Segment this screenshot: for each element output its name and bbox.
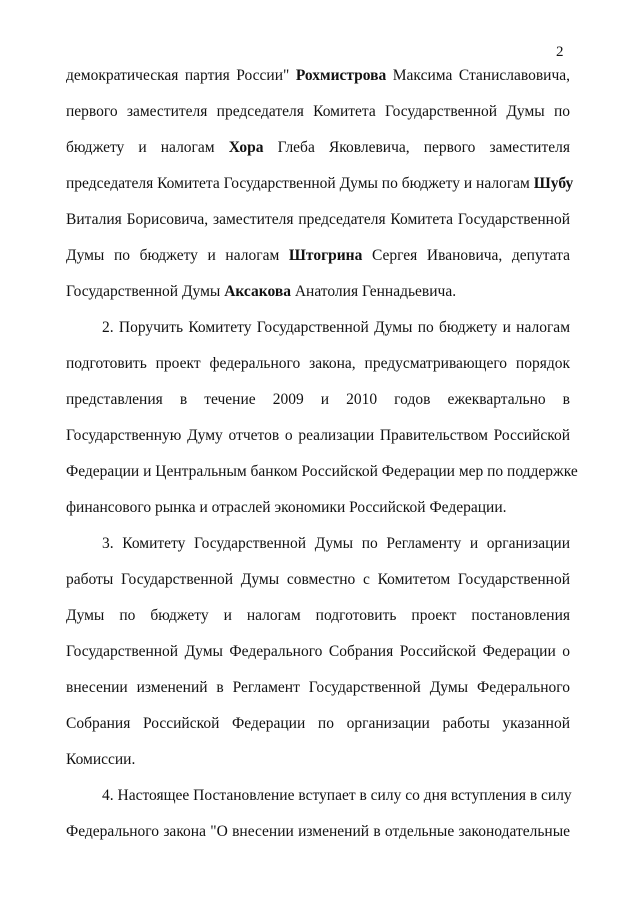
text-line: Собрания Российской Федерации по организации работы указанной xyxy=(66,715,570,732)
text-line: Федерального закона "О внесении изменений в отдельные законодательные xyxy=(66,823,570,840)
text-line: внесении изменений в Регламент Государственной Думы Федерального xyxy=(66,679,570,696)
text-line: Виталия Борисовича, заместителя председателя Комитета Государственной xyxy=(66,211,570,228)
bold-name: Штогрина xyxy=(288,247,363,264)
text-line: представления в течение 2009 и 2010 годов ежеквартально в xyxy=(66,391,570,408)
text-line: Комиссии. xyxy=(66,751,136,768)
page-number: 2 xyxy=(556,44,564,60)
bold-name: Аксакова xyxy=(224,283,291,300)
paragraph-3-first-line: 3. Комитету Государственной Думы по Регламенту и организации xyxy=(102,535,570,552)
paragraph-2-first-line: 2. Поручить Комитету Государственной Думы по бюджету и налогам xyxy=(102,319,570,336)
bold-name: Шубу xyxy=(533,175,574,192)
text-line: Федерации и Центральным банком Российской Федерации мер по поддержке xyxy=(66,463,578,480)
text-line: Государственную Думу отчетов о реализации Правительством Российской xyxy=(66,427,570,444)
text-line: демократическая партия России" Рохмистрова Максима Станиславовича, xyxy=(66,67,571,84)
text-line: Государственной Думы Аксакова Анатолия Геннадьевича. xyxy=(66,283,457,300)
text-line: бюджету и налогам Хора Глеба Яковлевича, первого заместителя xyxy=(66,139,570,156)
text-line: подготовить проект федерального закона, предусматривающего порядок xyxy=(66,355,570,372)
paragraph-4-first-line: 4. Настоящее Постановление вступает в силу со дня вступления в силу xyxy=(102,787,572,804)
text-line: председателя Комитета Государственной Думы по бюджету и налогам Шубу xyxy=(66,175,574,192)
text-line: первого заместителя председателя Комитета Государственной Думы по xyxy=(66,103,570,120)
text-line: Думы по бюджету и налогам подготовить проект постановления xyxy=(66,607,570,624)
text-line: Государственной Думы Федерального Собрания Российской Федерации о xyxy=(66,643,570,660)
bold-name: Рохмистрова xyxy=(295,67,387,84)
text-line: Думы по бюджету и налогам Штогрина Сергея Ивановича, депутата xyxy=(66,247,571,264)
text-line: работы Государственной Думы совместно с Комитетом Государственной xyxy=(66,571,570,588)
bold-name: Хора xyxy=(228,139,264,156)
text-line: финансового рынка и отраслей экономики Российской Федерации. xyxy=(66,499,507,516)
